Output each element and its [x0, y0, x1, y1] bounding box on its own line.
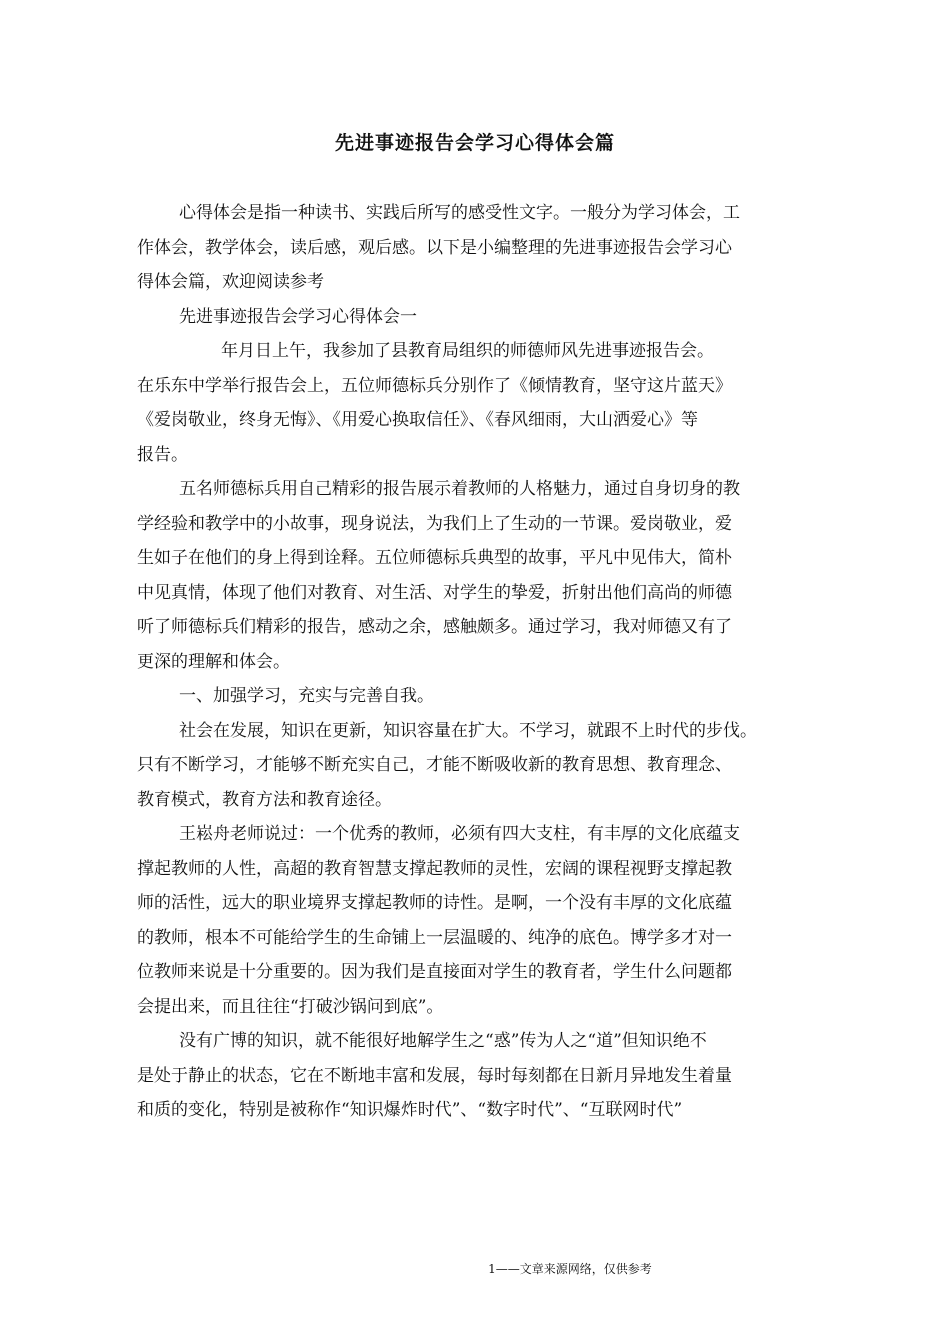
text-line: 撑起教师的人性，高超的教育智慧支撑起教师的灵性，宏阔的课程视野支撑起教 [137, 858, 732, 879]
text-line: 报告。 [137, 444, 188, 465]
text-line: 没有广博的知识，就不能很好地解学生之“惑”传为人之“道”但知识绝不 [179, 1031, 707, 1051]
document-body [137, 196, 817, 1128]
text-line: 位教师来说是十分重要的。因为我们是直接面对学生的教育者，学生什么问题都 [137, 962, 732, 982]
document-title: 先进事迹报告会学习心得体会篇 [334, 132, 615, 154]
page-footer: 1——文章来源网络，仅供参考 [488, 1262, 652, 1276]
text-line: 更深的理解和体会。 [137, 651, 290, 672]
text-line: 中见真情，体现了他们对教育、对生活、对学生的挚爱，折射出他们高尚的师德 [137, 582, 732, 603]
text-line: 学经验和教学中的小故事，现身说法，为我们上了生动的一节课。爱岗敬业，爱 [137, 513, 732, 534]
text-line: 作体会，教学体会，读后感，观后感。以下是小编整理的先进事迹报告会学习心 [137, 237, 732, 258]
text-line: 的教师，根本不可能给学生的生命铺上一层温暖的、纯净的底色。博学多才对一 [137, 927, 732, 948]
text-line: 年月日上午，我参加了县教育局组织的师德师风先进事迹报告会。 [221, 341, 714, 361]
text-line: 得体会篇，欢迎阅读参考 [137, 272, 324, 292]
text-line: 王崧舟老师说过：一个优秀的教师，必须有四大支柱，有丰厚的文化底蕴支 [179, 824, 740, 844]
text-line: 和质的变化，特别是被称作“知识爆炸时代”、“数字时代”、“互联网时代” [137, 1100, 683, 1120]
text-line: 社会在发展，知识在更新，知识容量在扩大。不学习，就跟不上时代的步伐。 [179, 720, 757, 741]
text-line: 先进事迹报告会学习心得体会一 [179, 306, 417, 327]
text-line: 教育模式，教育方法和教育途径。 [137, 789, 392, 810]
text-line: 是处于静止的状态，它在不断地丰富和发展，每时每刻都在日新月异地发生着量 [137, 1065, 732, 1086]
text-line: 生如子在他们的身上得到诠释。五位师德标兵典型的故事，平凡中见伟大，简朴 [137, 548, 732, 568]
text-line: 师的活性，远大的职业境界支撑起教师的诗性。是啊，一个没有丰厚的文化底蕴 [137, 893, 732, 913]
text-line: 会提出来，而且往往“打破沙锅问到底”。 [137, 996, 444, 1017]
text-line: 在乐东中学举行报告会上，五位师德标兵分别作了《倾情教育，坚守这片蓝天》 [137, 375, 732, 396]
text-line: 一、加强学习，充实与完善自我。 [179, 686, 434, 706]
text-line: 心得体会是指一种读书、实践后所写的感受性文字。一般分为学习体会，工 [179, 203, 740, 223]
text-line: 五名师德标兵用自己精彩的报告展示着教师的人格魅力，通过自身切身的教 [179, 479, 740, 499]
text-line: 听了师德标兵们精彩的报告，感动之余，感触颇多。通过学习，我对师德又有了 [137, 617, 732, 637]
text-line: 《爱岗敬业，终身无悔》、《用爱心换取信任》、《春风细雨，大山洒爱心》等 [137, 410, 698, 430]
text-line: 只有不断学习，才能够不断充实自己，才能不断吸收新的教育思想、教育理念、 [137, 755, 732, 775]
